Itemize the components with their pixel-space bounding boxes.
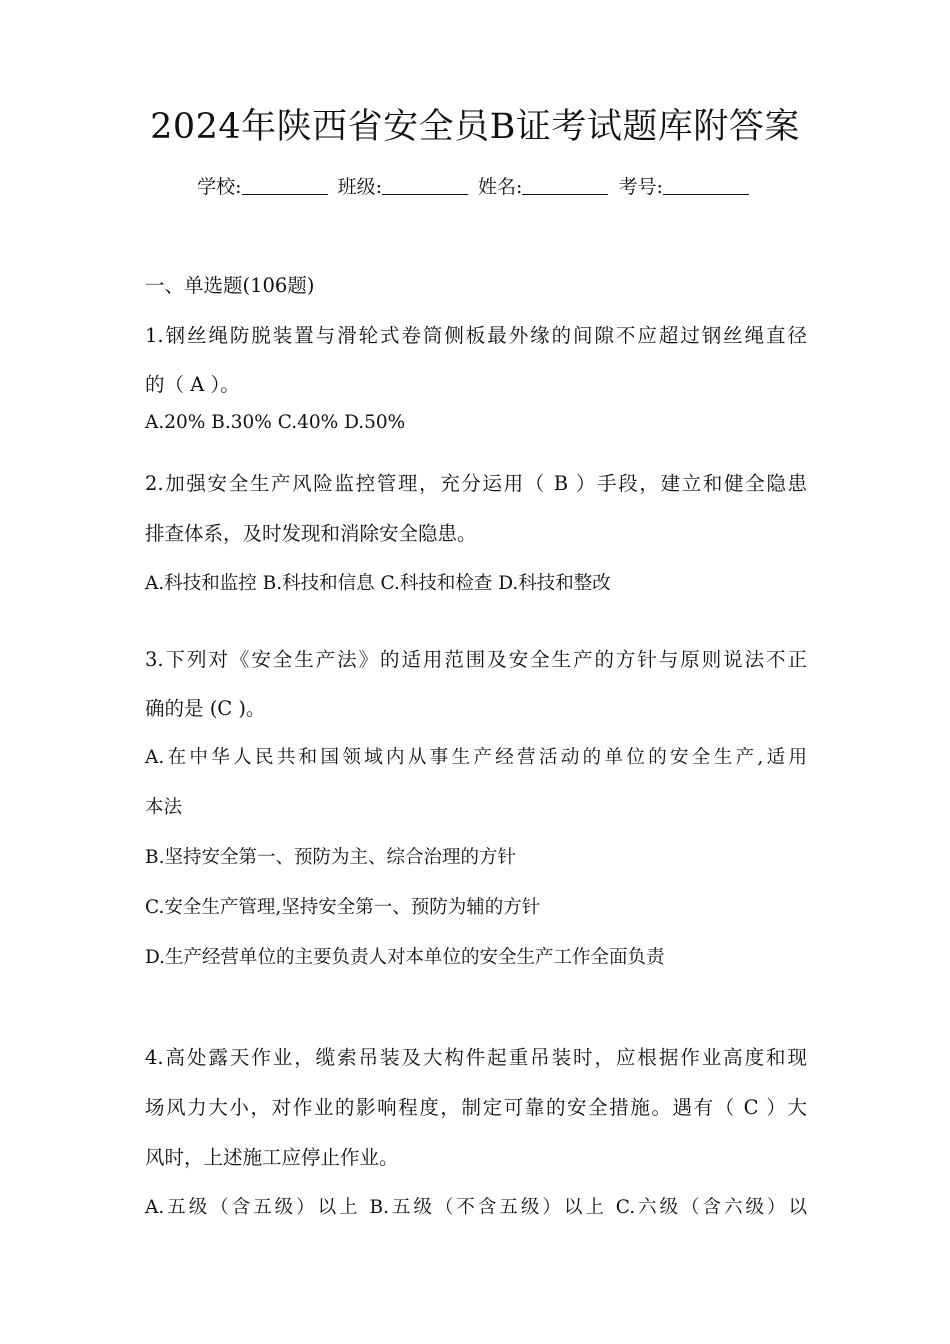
name-label: 姓名: [478, 176, 523, 198]
exam-number-blank [663, 174, 749, 195]
question-4-stem-line-1: 4.高处露天作业，缆索吊装及大构件起重吊装时，应根据作业高度和现 [145, 1046, 807, 1069]
school-blank [242, 174, 328, 195]
exam-number-label: 考号: [618, 176, 663, 198]
question-2-stem-line-2: 排查体系，及时发现和消除安全隐患。 [145, 522, 477, 545]
question-3-option-a-line-2: 本法 [145, 797, 183, 818]
name-blank [522, 174, 608, 195]
class-label: 班级: [337, 176, 382, 198]
question-4-stem-line-3: 风时，上述施工应停止作业。 [145, 1146, 399, 1169]
student-info-row [0, 172, 950, 202]
question-2-options: A.科技和监控 B.科技和信息 C.科技和检查 D.科技和整改 [145, 573, 611, 594]
section-heading: 一、单选题(106题) [145, 274, 315, 297]
class-blank [382, 174, 468, 195]
question-3-option-a-line-1: A.在中华人民共和国领域内从事生产经营活动的单位的安全生产,适用 [145, 747, 807, 768]
question-3-option-c: C.安全生产管理,坚持安全第一、预防为辅的方针 [145, 897, 541, 918]
question-4-options-line-1: A.五级（含五级）以上 B.五级（不含五级）以上 C.六级（含六级）以 [145, 1197, 807, 1218]
question-1-options: A.20% B.30% C.40% D.50% [145, 412, 406, 433]
question-3-stem-line-2: 确的是 (C )。 [145, 697, 266, 720]
document-title: 2024年陕西省安全员B证考试题库附答案 [150, 107, 800, 147]
question-3-stem-line-1: 3.下列对《安全生产法》的适用范围及安全生产的方针与原则说法不正 [145, 648, 807, 671]
question-3-option-d: D.生产经营单位的主要负责人对本单位的安全生产工作全面负责 [145, 947, 665, 968]
question-4-stem-line-2: 场风力大小，对作业的影响程度，制定可靠的安全措施。遇有（ C ）大 [145, 1096, 807, 1119]
question-1-stem-line-1: 1.钢丝绳防脱装置与滑轮式卷筒侧板最外缘的间隙不应超过钢丝绳直径 [145, 324, 807, 347]
question-1-stem-line-2: 的（ A ）。 [145, 373, 240, 396]
question-3-option-b: B.坚持安全第一、预防为主、综合治理的方针 [145, 847, 516, 868]
question-2-stem-line-1: 2.加强安全生产风险监控管理，充分运用（ B ）手段，建立和健全隐患 [145, 472, 807, 495]
school-label: 学校: [197, 176, 242, 198]
